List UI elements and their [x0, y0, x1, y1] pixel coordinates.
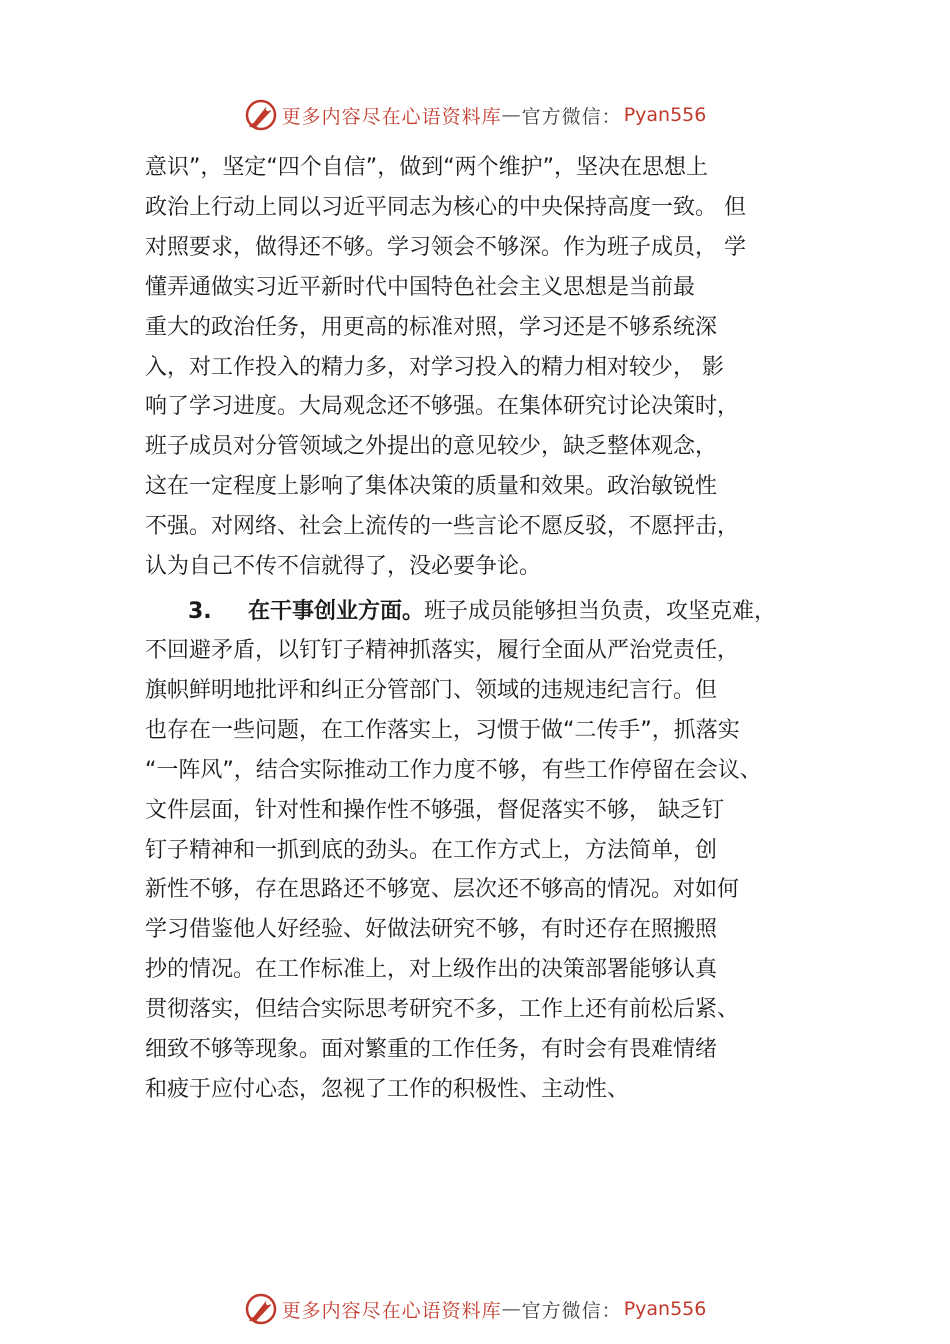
text-line: “一阵风”，结合实际推动工作力度不够，有些工作停留在会议、 [145, 757, 762, 783]
footer-watermark [0, 1289, 950, 1329]
text-line: 意识”，坚定“四个自信”，做到“两个维护”，坚决在思想上 [145, 155, 708, 180]
text-line: 认为自己不传不信就得了，没必要争论。 [145, 554, 542, 579]
text-line: 重大的政治任务，用更高的标准对照，学习还是不够系统深 [145, 314, 718, 340]
text-line: 响了学习进度。大局观念还不够强。在集体研究讨论决策时， [145, 394, 740, 420]
text-line: 对照要求，做得还不够。学习领会不够深。作为班子成员， 学 [145, 234, 746, 260]
watermark-dash: — [501, 104, 522, 126]
section-first-line-text: 班子成员能够担当负责，攻坚克难， [424, 599, 777, 624]
text-line: 这在一定程度上影响了集体决策的质量和效果。政治敏锐性 [145, 474, 718, 500]
text-line: 学习借鉴他人好经验、好做法研究不够，有时还存在照搬照 [145, 917, 718, 943]
text-line: 旗帜鲜明地批评和纠正分管部门、领域的违规违纪言行。但 [145, 677, 718, 703]
text-line: 也存在一些问题，在工作落实上，习惯于做“二传手”，抓落实 [145, 717, 740, 743]
text-line: 钉子精神和一抓到底的劲头。在工作方式上，方法简单，创 [145, 837, 718, 863]
text-line: 抄的情况。在工作标准上，对上级作出的决策部署能够认真 [145, 957, 718, 983]
text-line: 新性不够，存在思路还不够宽、层次还不够高的情况。对如何 [145, 877, 740, 903]
text-line: 入，对工作投入的精力多，对学习投入的精力相对较少， 影 [145, 354, 724, 380]
watermark-dash: — [501, 1298, 522, 1320]
text-line: 贯彻落实，但结合实际思考研究不多，工作上还有前松后紧、 [145, 997, 740, 1023]
text-line: 政治上行动上同以习近平同志为核心的中央保持高度一致。 但 [145, 194, 746, 220]
text-line: 班子成员对分管领域之外提出的意见较少，缺乏整体观念， [145, 434, 718, 460]
watermark-wechat-id: Pyan556 [623, 104, 707, 126]
section-3-heading-line [145, 597, 776, 627]
text-line: 和疲于应付心态，忽视了工作的积极性、主动性、 [145, 1076, 630, 1102]
pen-nib-logo-icon [244, 1292, 278, 1326]
watermark-prefix: 更多内容尽在心语资料库 [281, 105, 502, 128]
watermark-label: 官方微信： [521, 1299, 622, 1322]
section-title: 在干事创业方面。 [248, 599, 425, 624]
text-line: 不强。对网络、社会上流传的一些言论不愿反驳，不愿抨击， [145, 514, 740, 540]
text-line: 不回避矛盾，以钉钉子精神抓落实，履行全面从严治党责任， [145, 638, 740, 663]
watermark-label: 官方微信： [521, 105, 622, 128]
watermark-wechat-id: Pyan556 [623, 1298, 707, 1320]
text-line: 懂弄通做实习近平新时代中国特色社会主义思想是当前最 [145, 274, 696, 300]
text-line: 文件层面，针对性和操作性不够强，督促落实不够， 缺乏钉 [145, 797, 724, 823]
watermark-prefix: 更多内容尽在心语资料库 [281, 1299, 502, 1322]
section-number: 3. [188, 599, 212, 624]
text-line: 细致不够等现象。面对繁重的工作任务，有时会有畏难情绪 [145, 1037, 718, 1062]
